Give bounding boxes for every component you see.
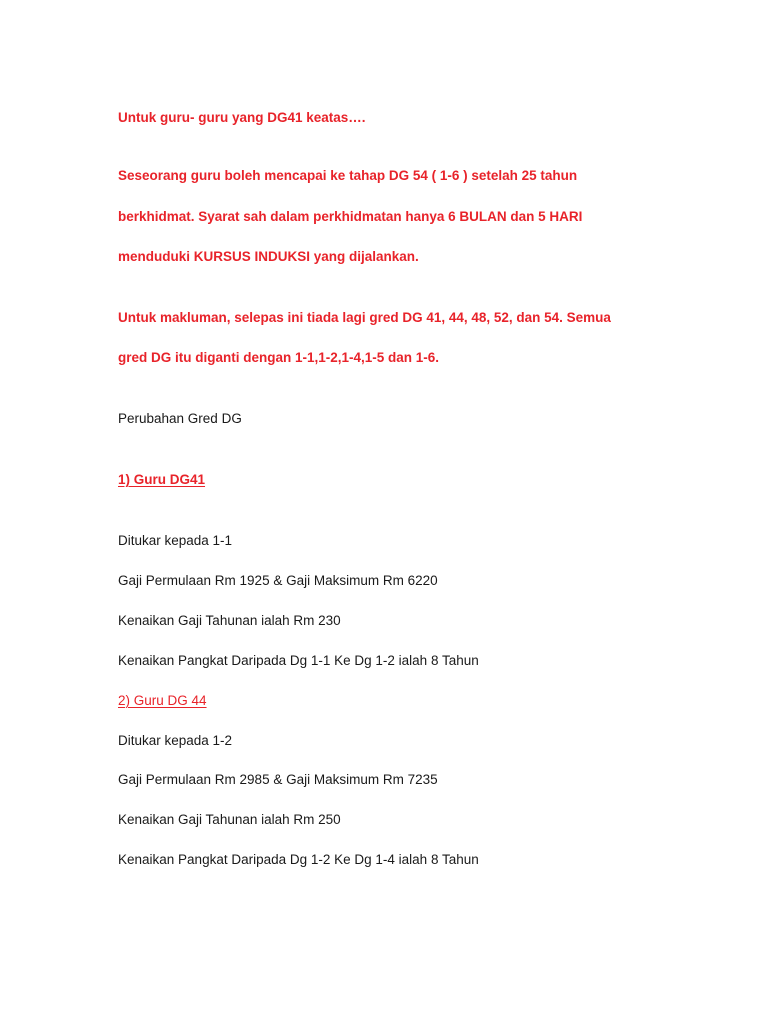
group2-annual-increment: Kenaikan Gaji Tahunan ialah Rm 250 (118, 812, 341, 827)
intro-para1-line1: Seseorang guru boleh mencapai ke tahap DG 54 ( 1-6 ) setelah 25 tahun (118, 168, 578, 183)
section-title: Perubahan Gred DG (118, 411, 242, 426)
group1-salary: Gaji Permulaan Rm 1925 & Gaji Maksimum Rm 6220 (118, 573, 438, 588)
group2-promotion: Kenaikan Pangkat Daripada Dg 1-2 Ke Dg 1-4 ialah 8 Tahun (118, 852, 479, 867)
intro-para1-line2: berkhidmat. Syarat sah dalam perkhidmatan hanya 6 BULAN dan 5 HARI (118, 209, 583, 224)
group1-promotion: Kenaikan Pangkat Daripada Dg 1-1 Ke Dg 1-2 ialah 8 Tahun (118, 653, 479, 668)
group1-title: 1) Guru DG41 (118, 472, 206, 487)
intro-para2-line1: Untuk makluman, selepas ini tiada lagi gred DG 41, 44, 48, 52, dan 54. Semua (118, 310, 611, 325)
group1-annual-increment: Kenaikan Gaji Tahunan ialah Rm 230 (118, 613, 341, 628)
group2-title: 2) Guru DG 44 (118, 693, 207, 708)
intro-heading: Untuk guru- guru yang DG41 keatas…. (118, 110, 366, 125)
group2-changed-to: Ditukar kepada 1-2 (118, 733, 233, 748)
group1-changed-to: Ditukar kepada 1-1 (118, 533, 233, 548)
intro-para1-line3: menduduki KURSUS INDUKSI yang dijalankan. (118, 249, 419, 264)
group2-salary: Gaji Permulaan Rm 2985 & Gaji Maksimum Rm 7235 (118, 772, 438, 787)
intro-para2-line2: gred DG itu diganti dengan 1-1,1-2,1-4,1-5 dan 1-6. (118, 350, 440, 365)
